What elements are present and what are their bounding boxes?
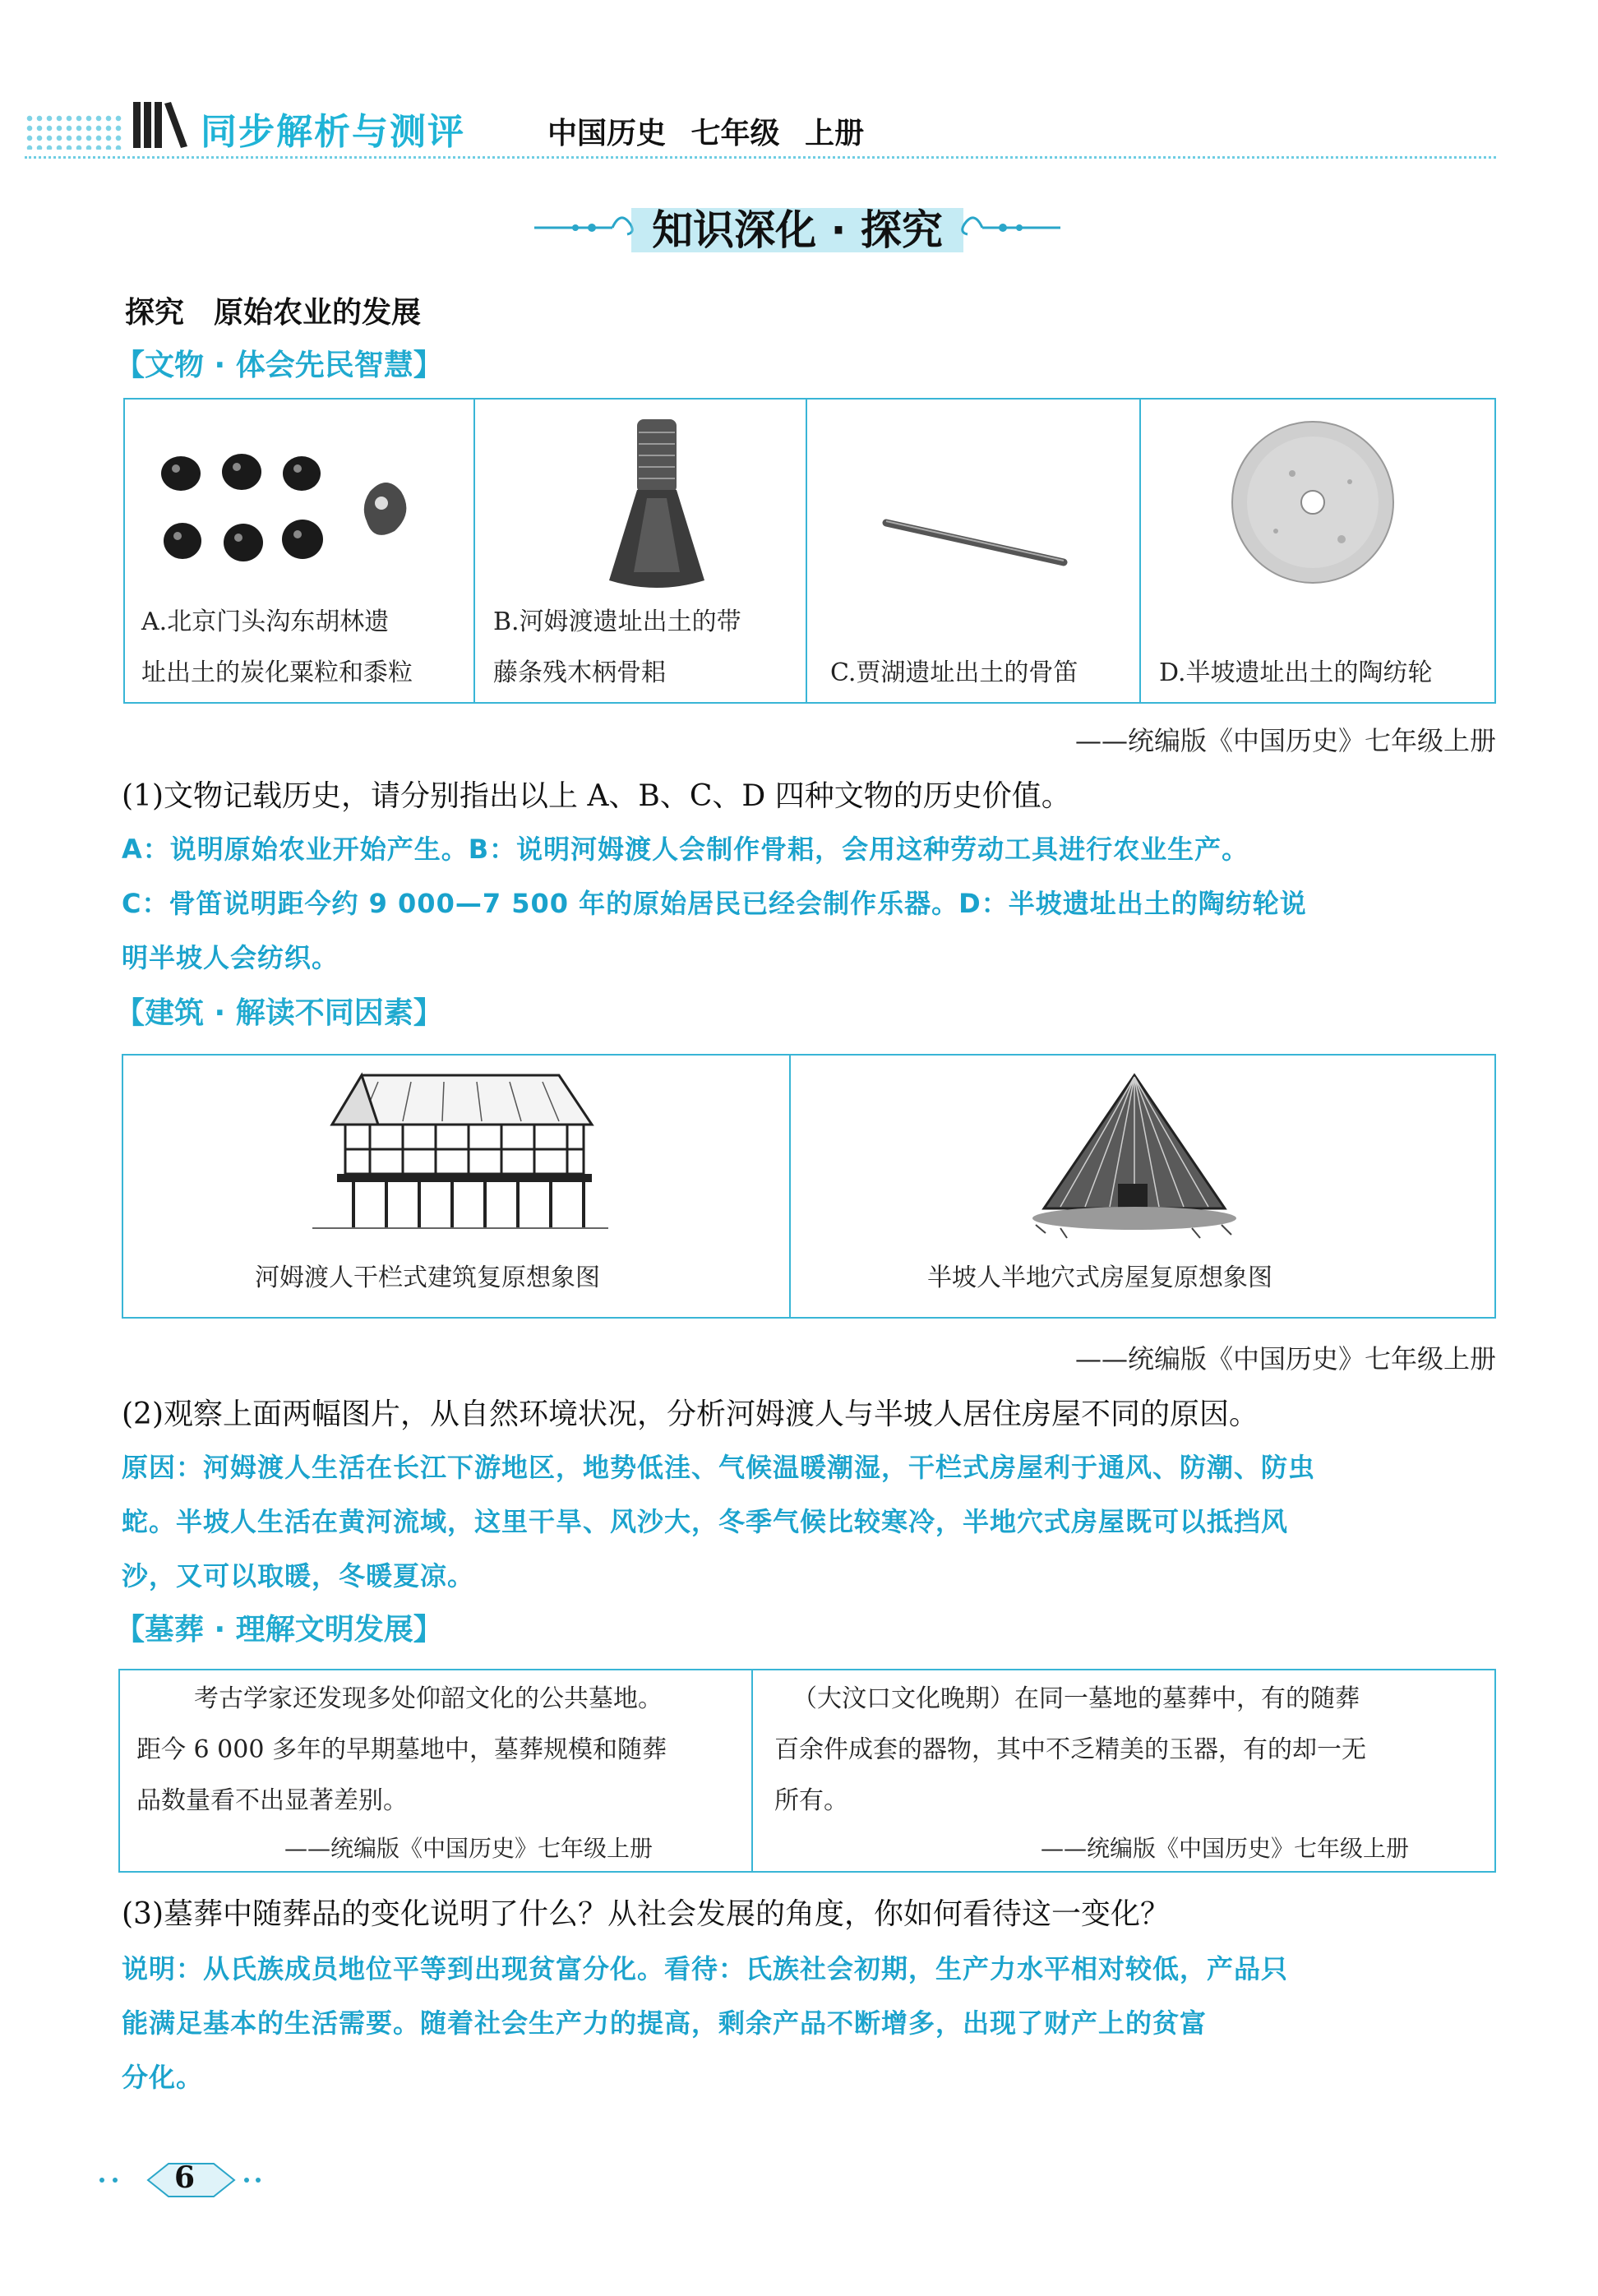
part3-tag: 【墓葬 · 理解文明发展】 [115, 1613, 443, 1647]
answer-1-line3: 明半坡人会纺织。 [122, 942, 339, 973]
caption-a-line1: A.北京门头沟东胡林遗 [141, 607, 390, 636]
question-2: (2)观察上面两幅图片，从自然环境状况，分析河姆渡人与半坡人居住房屋不同的原因。 [122, 1397, 1259, 1431]
answer-3-line1: 说明：从氏族成员地位平等到出现贫富分化。看待：氏族社会初期，生产力水平相对较低，产品只 [122, 1953, 1289, 1984]
quote-left-line3: 品数量看不出显著差别。 [136, 1786, 408, 1815]
bone-spade-image [598, 416, 721, 597]
answer-3-line2: 能满足基本的生活需要。随着社会生产力的提高，剩余产品不断增多，出现了财产上的贫富 [122, 2007, 1208, 2039]
question-1: (1)文物记载历史，请分别指出以上 A、B、C、D 四种文物的历史价值。 [122, 779, 1071, 813]
question-3: (3)墓葬中随葬品的变化说明了什么？从社会发展的角度，你如何看待这一变化？ [122, 1897, 1170, 1931]
quote-left-source: ——统编版《中国历史》七年级上册 [284, 1835, 654, 1862]
answer-3-line3: 分化。 [122, 2062, 204, 2093]
quote-left-line2: 距今 6 000 多年的早期墓地中，墓葬规模和随葬 [136, 1735, 667, 1764]
header-dots-decoration [25, 113, 123, 150]
books-logo-icon [132, 99, 189, 150]
page-number: 6 [174, 2160, 196, 2195]
header-subject: 中国历史 七年级 上册 [547, 117, 865, 150]
header-rule [25, 156, 1496, 159]
inquiry-title: 探究 原始农业的发展 [125, 296, 422, 330]
quote-right-line3: 所有。 [774, 1786, 848, 1815]
part2-source: ——统编版《中国历史》七年级上册 [1074, 1343, 1496, 1374]
quote-right-line1: （大汶口文化晚期）在同一墓地的墓葬中，有的随葬 [792, 1684, 1360, 1713]
stilt-house-image [312, 1067, 608, 1240]
artifact-table [123, 398, 1496, 704]
caption-b-line1: B.河姆渡遗址出土的带 [493, 607, 741, 636]
caption-a-line2: 址出土的炭化粟粒和黍粒 [141, 658, 413, 687]
answer-2-line3: 沙，又可以取暖，冬暖夏凉。 [122, 1560, 475, 1591]
caption-semi-subterranean-hut: 半坡人半地穴式房屋复原想象图 [927, 1263, 1272, 1292]
header-brand-title: 同步解析与测评 [201, 111, 465, 153]
answer-2-line2: 蛇。半坡人生活在黄河流域，这里干旱、风沙大，冬季气候比较寒冷，半地穴式房屋既可以抵挡风 [122, 1506, 1289, 1537]
section-title: 知识深化 · 探究 [652, 206, 943, 254]
answer-2-line1: 原因：河姆渡人生活在长江下游地区，地势低洼、气候温暖潮湿，干栏式房屋利于通风、防潮、防虫 [122, 1452, 1316, 1483]
part1-tag: 【文物 · 体会先民智慧】 [115, 349, 443, 382]
answer-1-line2: C：骨笛说明距今约 9 000—7 500 年的原始居民已经会制作乐器。D：半坡遗址出土的陶纺轮说 [122, 888, 1307, 919]
answer-1-line1: A：说明原始农业开始产生。B：说明河姆渡人会制作骨耜，会用这种劳动工具进行农业生产。 [122, 834, 1249, 865]
part1-source: ——统编版《中国历史》七年级上册 [1074, 725, 1496, 756]
architecture-table [122, 1054, 1496, 1319]
caption-c: C.贾湖遗址出土的骨笛 [830, 658, 1078, 687]
tomb-quotes-table [118, 1669, 1496, 1873]
quote-right-line2: 百余件成套的器物，其中不乏精美的玉器，有的却一无 [774, 1735, 1366, 1764]
caption-d: D.半坡遗址出土的陶纺轮 [1159, 658, 1433, 687]
bone-flute-image [881, 515, 1070, 572]
caption-b-line2: 藤条残木柄骨耜 [493, 658, 666, 687]
charred-grains-image [150, 449, 462, 597]
quote-right-source: ——统编版《中国历史》七年级上册 [1041, 1835, 1410, 1862]
part2-tag: 【建筑 · 解读不同因素】 [115, 996, 443, 1030]
pottery-spindle-whorl-image [1226, 416, 1399, 589]
quote-left-line1: 考古学家还发现多处仰韶文化的公共墓地。 [194, 1684, 663, 1713]
semi-subterranean-hut-image [1028, 1069, 1241, 1246]
caption-stilt-house: 河姆渡人干栏式建筑复原想象图 [255, 1263, 600, 1292]
